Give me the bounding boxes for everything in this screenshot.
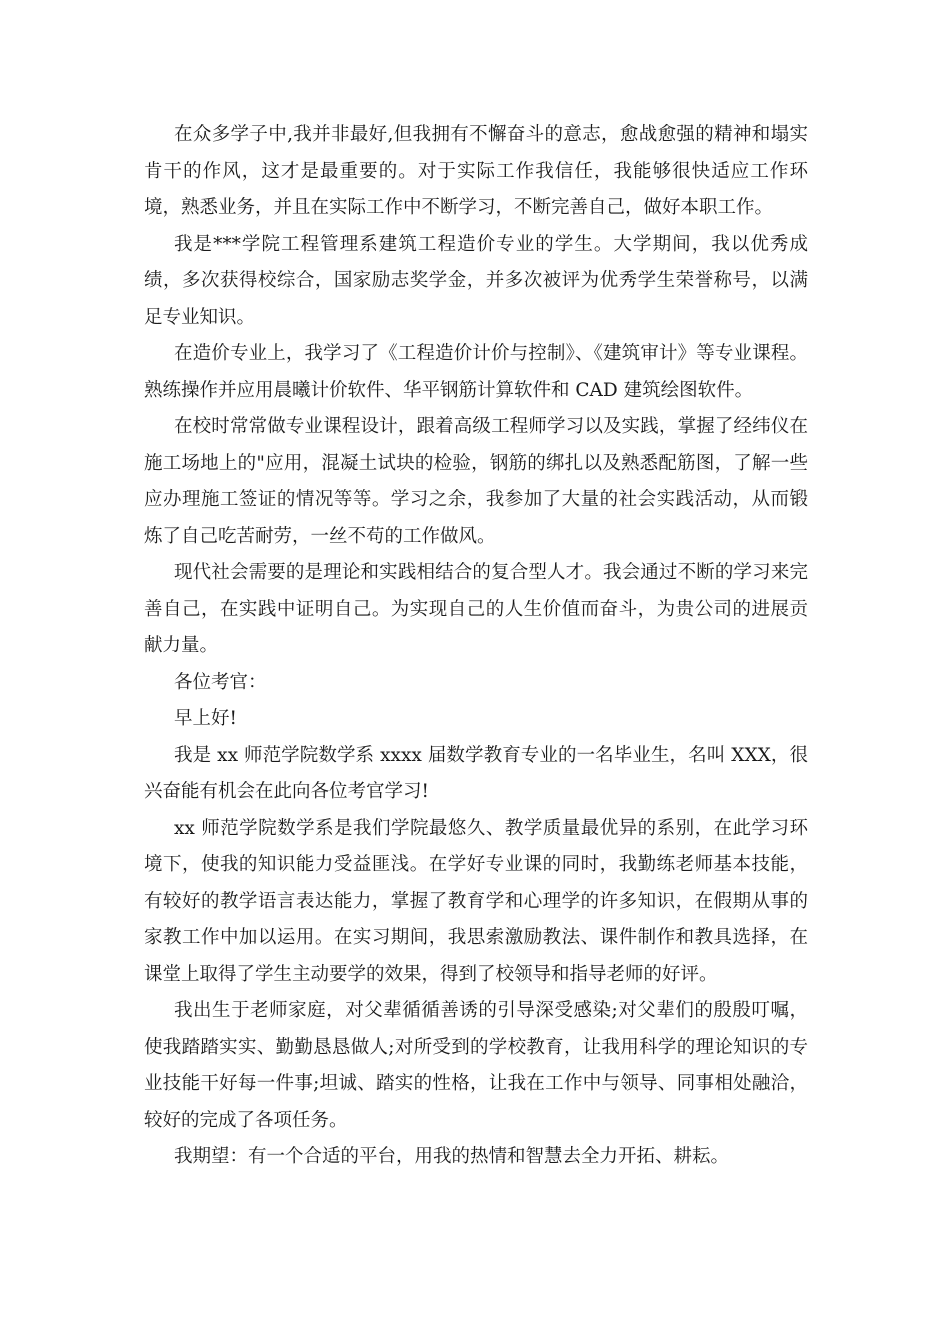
paragraph-10: 我出生于老师家庭，对父辈循循善诱的引导深受感染;对父辈们的殷殷叮嘱，使我踏踏实实、勤勤恳恳做人;对所受到的学校教育，让我用科学的理论知识的专业技能干好每一件事;坦诚、踏实的性格，让我在工作中与领导、同事相处融洽，较好的完成了各项任务。 bbox=[144, 1000, 808, 1131]
document-body bbox=[144, 117, 808, 1176]
paragraph-3: 在造价专业上，我学习了《工程造价计价与控制》、《建筑审计》等专业课程。熟练操作并应用晨曦计价软件、华平钢筋计算软件和 CAD 建筑绘图软件。 bbox=[144, 343, 808, 401]
greeting-morning: 早上好! bbox=[174, 708, 237, 729]
paragraph-1: 在众多学子中,我并非最好,但我拥有不懈奋斗的意志，愈战愈强的精神和塌实肯干的作风，这才是最重要的。对于实际工作我信任，我能够很快适应工作环境，熟悉业务，并且在实际工作中不断学习，不断完善自己，做好本职工作。 bbox=[144, 124, 808, 218]
paragraph-5: 现代社会需要的是理论和实践相结合的复合型人才。我会通过不断的学习来完善自己，在实践中证明自己。为实现自己的人生价值而奋斗，为贵公司的进展贡献力量。 bbox=[144, 562, 808, 656]
paragraph-2: 我是***学院工程管理系建筑工程造价专业的学生。大学期间，我以优秀成绩，多次获得校综合，国家励志奖学金，并多次被评为优秀学生荣誉称号，以满足专业知识。 bbox=[144, 233, 808, 328]
paragraph-11: 我期望：有一个合适的平台，用我的热情和智慧去全力开拓、耕耘。 bbox=[174, 1146, 730, 1167]
paragraph-4: 在校时常常做专业课程设计，跟着高级工程师学习以及实践，掌握了经纬仪在施工场地上的"应用，混凝土试块的检验，钢筋的绑扎以及熟悉配筋图，了解一些应办理施工签证的情况等等。学习之余，我参加了大量的社会实践活动，从而锻炼了自己吃苦耐劳，一丝不苟的工作做风。 bbox=[144, 416, 808, 547]
paragraph-8: 我是 xx 师范学院数学系 xxxx 届数学教育专业的一名毕业生，名叫 XXX，很兴奋能有机会在此向各位考官学习! bbox=[144, 744, 808, 802]
greeting-salutation: 各位考官： bbox=[174, 671, 267, 693]
paragraph-9: xx 师范学院数学系是我们学院最悠久、教学质量最优异的系别，在此学习环境下，使我的知识能力受益匪浅。在学好专业课的同时，我勤练老师基本技能，有较好的教学语言表达能力，掌握了教育学和心理学的许多知识，在假期从事的家教工作中加以运用。在实习期间，我思索激励教法、课件制作和教具选择，在课堂上取得了学生主动要学的效果，得到了校领导和指导老师的好评。 bbox=[144, 817, 808, 985]
